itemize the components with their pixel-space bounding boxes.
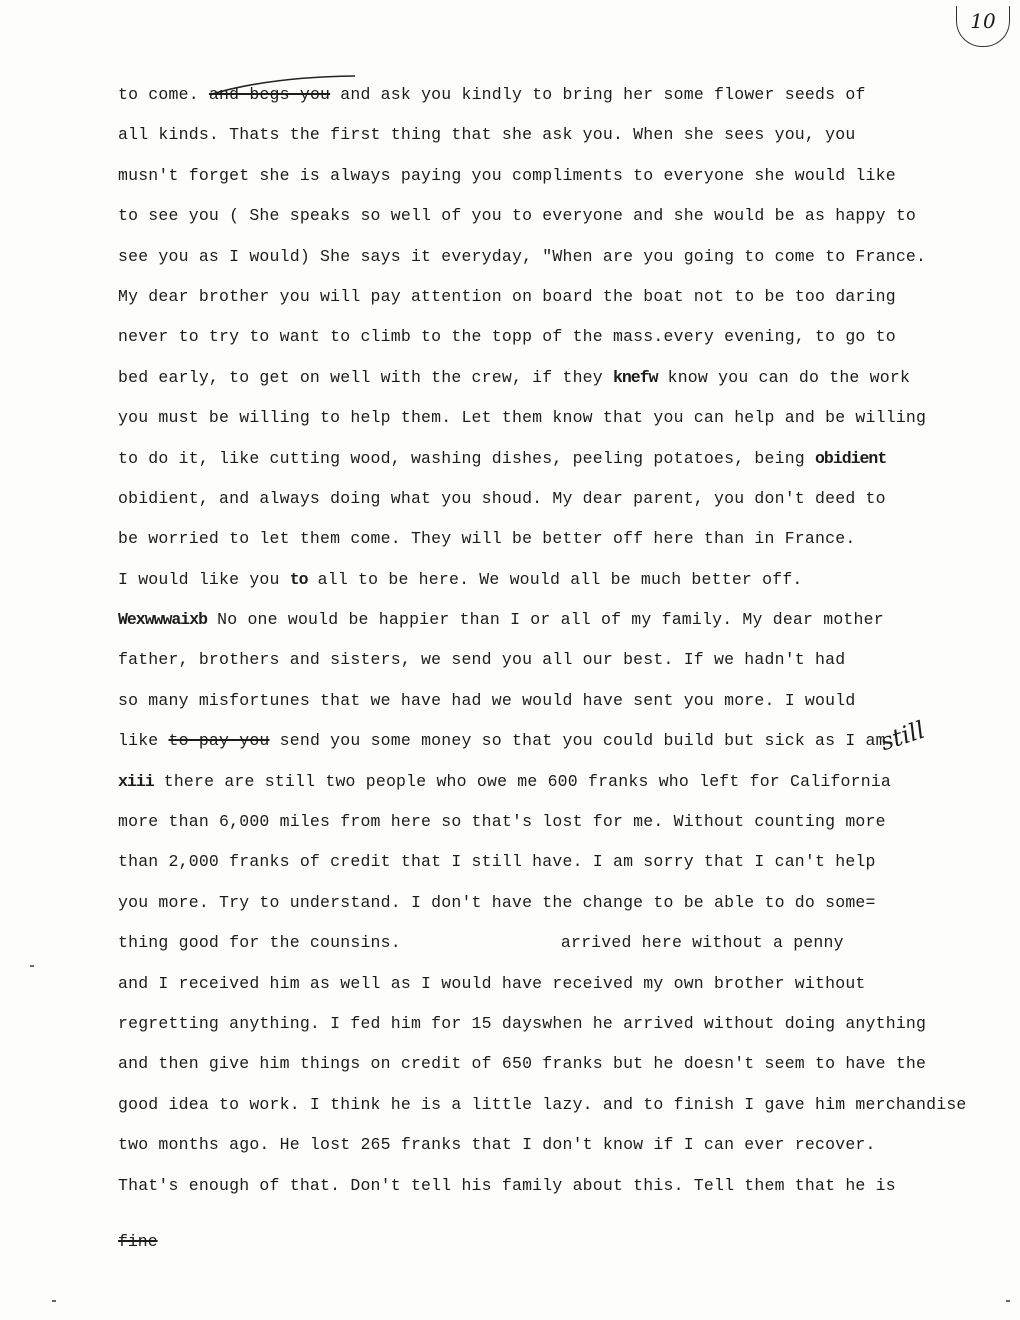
line-text: thing good for the counsins.	[118, 933, 401, 953]
text-line	[118, 80, 1008, 120]
text-line	[118, 565, 1008, 605]
line-text: to see you ( She speaks so well of you to everyone and she would be as happy to	[118, 206, 917, 226]
overstruck-text: xiii	[118, 771, 154, 791]
struck-out-text: and begs you	[208, 85, 331, 104]
line-text: know you can do the work	[657, 367, 911, 387]
line-text: and I received him as well as I would have received my own brother without	[118, 973, 866, 993]
line-text: bed early, to get on well with the crew, if they	[118, 367, 613, 387]
line-text: be worried to let them come. They will be better off here than in France.	[118, 529, 856, 549]
line-text: regretting anything. I fed him for 15 dayswhen he arrived without doing anything	[118, 1013, 927, 1033]
margin-mark	[1006, 1300, 1010, 1302]
text-line	[118, 928, 1008, 968]
text-line	[118, 201, 1008, 241]
text-line	[118, 1090, 1008, 1130]
text-line	[118, 363, 1008, 403]
text-line	[118, 282, 1008, 322]
line-text: good idea to work. I think he is a little lazy. and to finish I gave him merchandise	[118, 1094, 967, 1114]
line-text: than 2,000 franks of credit that I still have. I am sorry that I can't help	[118, 852, 876, 872]
line-text: there are still two people who owe me 600 franks who left for California	[153, 771, 892, 791]
line-text: I would like you	[118, 569, 290, 589]
overstruck-text: knefw	[612, 367, 658, 387]
text-line	[118, 807, 1008, 847]
line-text: two months ago. He lost 265 franks that I don't know if I can ever recover.	[118, 1135, 876, 1155]
text-line	[118, 847, 1008, 887]
page-number: 10	[956, 6, 1010, 47]
line-text: see you as I would) She says it everyday, "When are you going to come to France.	[118, 246, 927, 266]
text-line	[118, 242, 1008, 282]
typed-letter-body	[118, 80, 1008, 1211]
text-line	[118, 322, 1008, 362]
text-line	[118, 605, 1008, 645]
line-text: more than 6,000 miles from here so that's lost for me. Without counting more	[118, 812, 886, 832]
line-text: arrived here without a penny	[560, 933, 844, 953]
margin-mark	[52, 1300, 56, 1302]
line-text: you must be willing to help them. Let them know that you can help and be willing	[118, 408, 927, 428]
overstruck-text: to	[289, 569, 308, 589]
text-line	[118, 726, 1008, 766]
margin-mark	[30, 965, 34, 967]
text-line	[118, 1009, 1008, 1049]
text-line	[118, 1130, 1008, 1170]
handwritten-insert: still	[876, 715, 929, 757]
text-line	[118, 484, 1008, 524]
struck-footer-word: fine	[118, 1232, 158, 1251]
line-text: to come.	[118, 85, 209, 104]
text-line	[118, 1171, 1008, 1211]
line-text: like	[118, 731, 169, 751]
text-line	[118, 1049, 1008, 1089]
text-line	[118, 120, 1008, 160]
line-text: all to be here. We would all be much better off.	[307, 569, 803, 589]
line-text: all kinds. Thats the first thing that she ask you. When she sees you, you	[118, 125, 856, 145]
text-line	[118, 524, 1008, 564]
overstruck-text: obidient	[815, 448, 887, 468]
line-text: obidient, and always doing what you shoud. My dear parent, you don't deed to	[118, 488, 886, 508]
text-line	[118, 403, 1008, 443]
line-text: so many misfortunes that we have had we would have sent you more. I would	[118, 690, 856, 710]
text-line	[118, 444, 1008, 484]
line-text: to do it, like cutting wood, washing dishes, peeling potatoes, being	[118, 448, 816, 468]
text-line	[118, 888, 1008, 928]
line-text: and then give him things on credit of 650 franks but he doesn't seem to have the	[118, 1054, 927, 1074]
line-text: My dear brother you will pay attention on board the boat not to be too daring	[118, 286, 896, 306]
text-line	[118, 161, 1008, 201]
line-text: send you some money so that you could build but sick as I am	[269, 731, 886, 751]
line-text: and ask you kindly to bring her some flower seeds of	[330, 85, 866, 104]
line-text: That's enough of that. Don't tell his family about this. Tell them that he is	[118, 1175, 896, 1195]
line-text: No one would be happier than I or all of my family. My dear mother	[207, 610, 884, 630]
overstruck-text: Wexwwwaixb	[118, 610, 208, 630]
line-text: father, brothers and sisters, we send you all our best. If we hadn't had	[118, 650, 846, 670]
text-line	[118, 767, 1008, 807]
text-line	[118, 969, 1008, 1009]
line-text: musn't forget she is always paying you compliments to everyone she would like	[118, 165, 896, 185]
line-text: never to try to want to climb to the topp of the mass.every evening, to go to	[118, 327, 896, 347]
text-line	[118, 686, 1008, 726]
line-text: you more. Try to understand. I don't have the change to be able to do some=	[118, 892, 876, 912]
text-line	[118, 645, 1008, 685]
struck-out-text: to pay you	[168, 731, 270, 751]
